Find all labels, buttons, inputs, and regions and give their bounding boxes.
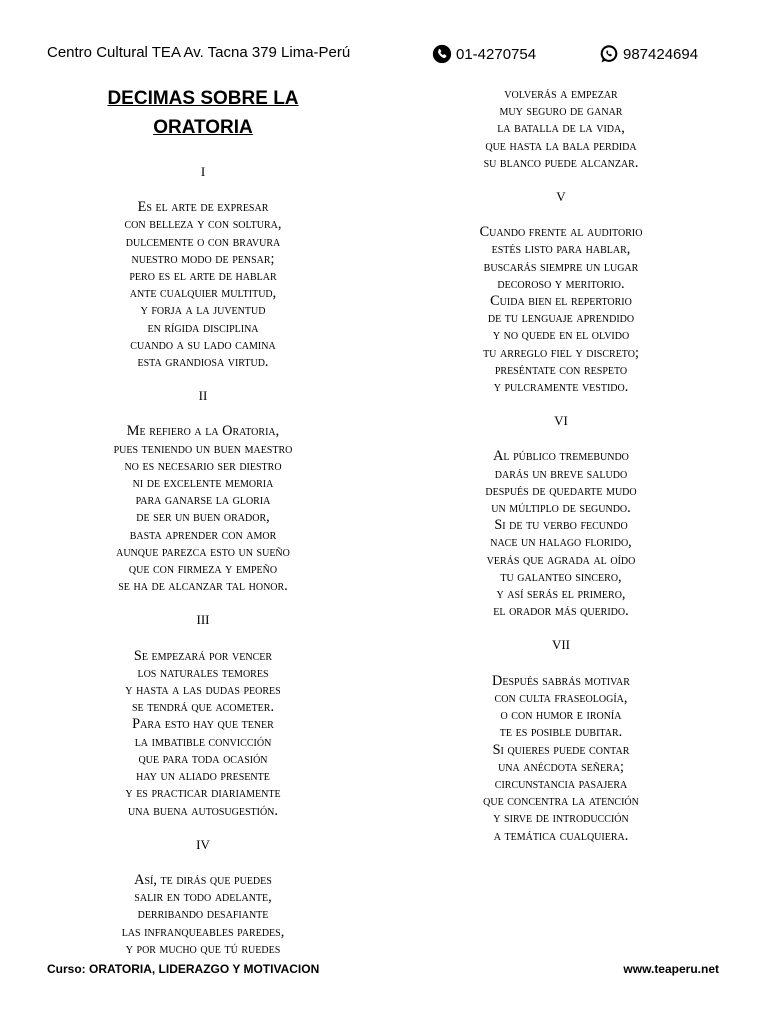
verse-line: tu galanteo sincero, bbox=[500, 568, 622, 585]
stanza-6 bbox=[411, 448, 711, 620]
title-line-1: DECIMAS SOBRE LA bbox=[107, 88, 299, 109]
verse-line: de ser un buen orador, bbox=[136, 509, 270, 526]
stanza-numeral: III bbox=[196, 612, 210, 628]
verse-line: después de quedarte mudo bbox=[485, 482, 637, 499]
phone-number: 01-4270754 bbox=[456, 45, 537, 63]
verse-line: los naturales temores bbox=[137, 664, 269, 681]
verse-line: y hasta a las dudas peores bbox=[125, 682, 281, 699]
verse-line: en rígida disciplina bbox=[147, 319, 259, 336]
verse-line: Para esto hay que tener bbox=[132, 716, 274, 733]
stanza-numeral: VI bbox=[554, 413, 568, 429]
verse-line: las infranqueables paredes, bbox=[121, 923, 285, 940]
stanza-numeral: V bbox=[556, 189, 566, 205]
verse-line: Así, te dirás que puedes bbox=[134, 871, 272, 888]
verse-line: circunstancia pasajera bbox=[494, 775, 628, 792]
verse-line: que hasta la bala perdida bbox=[485, 137, 637, 154]
verse-line: salir en todo adelante, bbox=[134, 889, 272, 906]
verse-line: Es el arte de expresar bbox=[137, 199, 269, 216]
verse-line: dulcemente o con bravura bbox=[125, 233, 281, 250]
whatsapp-number: 987424694 bbox=[623, 45, 699, 63]
verse-line: Cuando frente al auditorio bbox=[479, 224, 643, 241]
course-name: Curso: ORATORIA, LIDERAZGO Y MOTIVACION bbox=[47, 962, 320, 976]
verse-line: nuestro modo de pensar; bbox=[131, 250, 275, 267]
verse-line: Me refiero a la Oratoria, bbox=[126, 423, 280, 440]
verse-line: una anécdota señera; bbox=[498, 758, 624, 775]
verse-line: Si de tu verbo fecundo bbox=[494, 517, 628, 534]
whatsapp-icon bbox=[599, 44, 619, 64]
verse-line: hay un aliado presente bbox=[136, 768, 270, 785]
stanza-7 bbox=[411, 673, 711, 845]
verse-line: que para toda ocasión bbox=[138, 750, 268, 767]
verse-line: ante cualquier multitud, bbox=[129, 285, 277, 302]
verse-line: una buena autosugestión. bbox=[128, 802, 278, 819]
verse-line: decoroso y meritorio. bbox=[497, 275, 625, 292]
verse-line: y forja a la juventud bbox=[140, 302, 266, 319]
header-phone bbox=[432, 44, 536, 64]
verse-line: esta grandiosa virtud. bbox=[137, 354, 269, 371]
stanza-numeral: VII bbox=[551, 637, 571, 653]
stanza-4 bbox=[53, 872, 353, 958]
stanza-numeral: II bbox=[198, 388, 208, 404]
stanza-3 bbox=[53, 648, 353, 820]
verse-line: y no quede en el olvido bbox=[492, 327, 630, 344]
stanza-1 bbox=[53, 199, 353, 371]
verse-line: se ha de alcanzar tal honor. bbox=[118, 578, 288, 595]
verse-line: para ganarse la gloria bbox=[135, 492, 271, 509]
verse-line: verás que agrada al oído bbox=[486, 551, 636, 568]
verse-line: la batalla de la vida, bbox=[497, 120, 625, 137]
verse-line: su blanco puede alcanzar. bbox=[483, 154, 639, 171]
verse-line: y sirve de introducción bbox=[493, 810, 629, 827]
stanza-5 bbox=[411, 224, 711, 396]
verse-line: aunque parezca esto un sueño bbox=[116, 543, 290, 560]
phone-icon bbox=[432, 44, 452, 64]
right-column bbox=[411, 86, 711, 861]
verse-line: pero es el arte de hablar bbox=[129, 268, 277, 285]
stanza-4-continued bbox=[411, 86, 711, 172]
verse-line: nace un halago florido, bbox=[490, 534, 632, 551]
verse-line: Si quieres puede contar bbox=[492, 741, 630, 758]
verse-line: se tendrá que acometer. bbox=[131, 699, 275, 716]
stanza-2 bbox=[53, 423, 353, 595]
document-title bbox=[53, 84, 353, 142]
verse-line: ni de excelente memoria bbox=[132, 475, 274, 492]
verse-line: y por mucho que tú ruedes bbox=[125, 940, 281, 957]
page-header bbox=[47, 44, 717, 68]
verse-line: un múltiplo de segundo. bbox=[491, 500, 631, 517]
verse-line: el orador más querido. bbox=[493, 603, 629, 620]
verse-line: darás un breve saludo bbox=[494, 465, 628, 482]
verse-line: derribando desafiante bbox=[137, 906, 269, 923]
verse-line: basta aprender con amor bbox=[129, 526, 277, 543]
verse-line: Cuida bien el repertorio bbox=[490, 293, 632, 310]
verse-line: o con humor e ironía bbox=[500, 707, 622, 724]
verse-line: la imbatible convicción bbox=[134, 733, 272, 750]
header-address: Centro Cultural TEA Av. Tacna 379 Lima-Perú bbox=[47, 44, 351, 61]
verse-line: tu arreglo fiel y discreto; bbox=[483, 344, 639, 361]
website-link[interactable]: www.teaperu.net bbox=[623, 962, 719, 976]
verse-line: con culta fraseología, bbox=[494, 689, 628, 706]
verse-line: estés listo para hablar, bbox=[491, 241, 631, 258]
verse-line: Al público tremebundo bbox=[493, 448, 629, 465]
verse-line: no es necesario ser diestro bbox=[124, 457, 282, 474]
verse-line: a temática cualquiera. bbox=[493, 827, 629, 844]
verse-line: preséntate con respeto bbox=[494, 361, 628, 378]
verse-line: buscarás siempre un lugar bbox=[483, 258, 639, 275]
stanza-numeral: IV bbox=[196, 836, 210, 852]
verse-line: y pulcramente vestido. bbox=[493, 379, 629, 396]
verse-line: Se empezará por vencer bbox=[133, 647, 273, 664]
verse-line: que con firmeza y empeño bbox=[128, 561, 278, 578]
title-line-2: ORATORIA bbox=[153, 117, 253, 138]
verse-line: te es posible dubitar. bbox=[499, 724, 623, 741]
verse-line: y así serás el primero, bbox=[496, 586, 626, 603]
verse-line: muy seguro de ganar bbox=[499, 103, 623, 120]
verse-line: de tu lenguaje aprendido bbox=[487, 310, 635, 327]
verse-line: Después sabrás motivar bbox=[492, 672, 630, 689]
stanza-numeral: I bbox=[200, 164, 206, 179]
verse-line: y es practicar diariamente bbox=[125, 785, 281, 802]
verse-line: con belleza y con soltura, bbox=[124, 216, 282, 233]
header-whatsapp bbox=[599, 44, 698, 64]
left-column bbox=[53, 84, 353, 974]
verse-line: volverás a empezar bbox=[504, 86, 618, 102]
verse-line: que concentra la atención bbox=[483, 793, 639, 810]
verse-line: cuando a su lado camina bbox=[130, 336, 276, 353]
verse-line: pues teniendo un buen maestro bbox=[113, 440, 293, 457]
